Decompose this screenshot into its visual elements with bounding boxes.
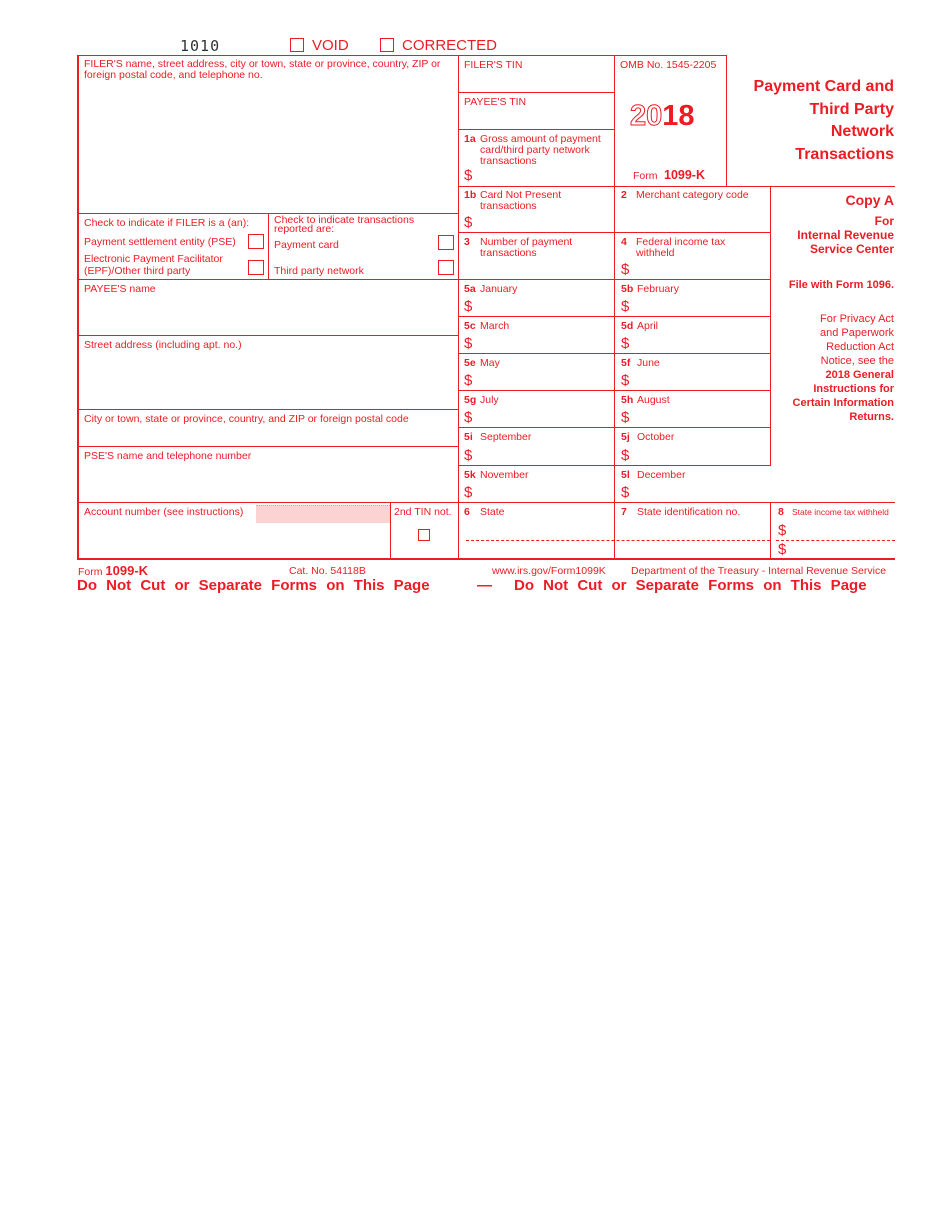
box-5g-dollar: $ [464,409,473,426]
box-5b-label: February [637,283,680,295]
box-5k-num: 5k [464,469,476,481]
privacy-line-4: Notice, see the [820,355,894,367]
check-trans-label-1: Check to indicate transactions [274,214,415,226]
box-8-dollar-1: $ [778,522,787,539]
third-party-checkbox[interactable] [438,260,454,275]
box-5f-num: 5f [621,357,631,369]
v-sep-268 [268,213,269,279]
footer-form [78,563,148,578]
box-5b-num: 5b [621,283,634,295]
h-filer-tin [458,92,615,93]
box-5f-label: June [637,357,660,369]
footer-form-word: Form [78,566,103,578]
box-5g-label: July [480,394,499,406]
border-left [77,55,79,559]
v-sep-390 [390,502,391,559]
box-5a-dollar: $ [464,298,473,315]
box-5d-label: April [637,320,659,332]
box-5e-label: May [480,357,500,369]
box-5f-dollar: $ [621,372,630,389]
box-8-dollar-2: $ [778,541,787,558]
city-label: City or town, state or province, country, and ZIP or foreign postal code [84,413,409,425]
irs-url: www.irs.gov/Form1099K [492,565,606,577]
box-6-num: 6 [464,506,470,518]
box-5b-dollar: $ [621,298,630,315]
box-5h-label: August [637,394,670,406]
cat-no: Cat. No. 54118B [289,565,366,577]
h-5ij [458,465,771,466]
box-5j-num: 5j [621,431,630,443]
privacy-line-3: Reduction Act [826,341,894,353]
box-1a-dollar: $ [464,167,473,184]
epf-label-1: Electronic Payment Facilitator [84,253,223,265]
box-3-line-2: transactions [480,247,537,259]
box-4-line-2: withheld [636,247,675,259]
account-number-label: Account number (see instructions) [84,506,244,518]
title-line-2: Third Party [809,100,894,118]
privacy-line-1: For Privacy Act [820,313,894,325]
box-5j-dollar: $ [621,447,630,464]
omb-form-name: 1099-K [664,168,705,182]
box-5k-dollar: $ [464,484,473,501]
box-3-num: 3 [464,236,470,248]
box-6-label: State [480,506,505,518]
box-5d-num: 5d [621,320,634,332]
pse-checkbox[interactable] [248,234,264,249]
tax-year [630,101,695,131]
box-5e-num: 5e [464,357,476,369]
box-5h-num: 5h [621,394,634,406]
h-5cd [458,353,771,354]
void-label: VOID [312,37,349,54]
year-prefix: 20 [630,100,663,132]
h-5ef [458,390,771,391]
privacy-notice [793,312,894,424]
privacy-line-7: Certain Information [792,397,894,409]
check-filer-label: Check to indicate if FILER is a (an): [84,217,250,229]
box-5d-dollar: $ [621,335,630,352]
border-top [77,55,727,56]
h-payee-name [77,335,459,336]
v-sep-726 [726,55,727,186]
h-city [77,446,459,447]
box-1b-dollar: $ [464,214,473,231]
h-3 [458,279,771,280]
title-line-4: Transactions [795,145,894,163]
box-4-num: 4 [621,236,627,248]
corrected-label: CORRECTED [402,37,498,54]
box-1b-line-1: Card Not Present [480,189,562,201]
box-5l-dollar: $ [621,484,630,501]
box-5l-num: 5l [621,469,630,481]
box-5i-num: 5i [464,431,473,443]
do-not-cut-left: Do Not Cut or Separate Forms on This Page [77,577,430,594]
dash-8 [776,540,895,541]
border-bottom [77,558,895,560]
filer-name-label: FILER'S name, street address, city or town, state or province, country, ZIP or foreign postal code, and telephone no. [84,58,441,81]
box-5l-label: December [637,469,686,481]
account-number-field[interactable] [256,505,390,523]
h-5gh [458,427,771,428]
h-payee-tin [458,129,615,130]
box-5c-num: 5c [464,320,476,332]
box-8-label: State income tax withheld [792,507,889,517]
h-1a [458,186,895,187]
title-line-1: Payment Card and [753,78,894,95]
v-sep-614 [614,55,615,559]
pse-label: Payment settlement entity (PSE) [84,236,236,248]
department: Department of the Treasury - Internal Revenue Service [631,565,887,577]
third-party-label: Third party network [274,265,364,277]
box-1a-line-2: card/third party network [480,144,590,156]
pse-name-label: PSE'S name and telephone number [84,450,252,462]
box-5a-num: 5a [464,283,476,295]
file-with: File with Form 1096. [788,279,894,291]
copy-for: For [874,214,894,228]
box-4-dollar: $ [621,261,630,278]
box-5h-dollar: $ [621,409,630,426]
omb-form-word: Form [633,170,658,182]
box-5c-dollar: $ [464,335,473,352]
street-address-label: Street address (including apt. no.) [84,339,242,351]
box-4-line-1: Federal income tax [636,236,726,248]
title-line-3: Network [830,123,894,140]
h-pse [77,502,459,503]
copy-irs-2: Service Center [809,242,894,256]
form-code: 1010 [180,37,221,55]
second-tin-label: 2nd TIN not. [394,506,452,518]
box-7-label: State identification no. [637,506,741,518]
box-8-num: 8 [778,506,784,518]
box-5g-num: 5g [464,394,477,406]
payment-card-checkbox[interactable] [438,235,454,250]
box-1a-line-3: transactions [480,155,537,167]
corrected-checkbox[interactable] [380,38,394,52]
v-sep-770b [770,279,771,465]
filer-tin-label: FILER'S TIN [464,59,523,71]
check-trans-label-2: reported are: [274,223,335,235]
h-street [77,409,459,410]
box-2-label: Merchant category code [636,189,749,201]
h-1b [458,232,771,233]
box-1b-num: 1b [464,189,477,201]
footer-form-name: 1099-K [105,563,149,578]
do-not-cut-right: Do Not Cut or Separate Forms on This Page [514,577,867,594]
omb-number: OMB No. 1545-2205 [620,59,717,71]
void-checkbox[interactable] [290,38,304,52]
payee-tin-label: PAYEE'S TIN [464,96,527,108]
box-5i-label: September [480,431,532,443]
copy-a: Copy A [845,192,894,208]
second-tin-checkbox[interactable] [418,529,430,541]
h-5ab [458,316,771,317]
h-5kl [458,502,895,503]
privacy-line-5: 2018 General [825,369,894,381]
box-5j-label: October [637,431,675,443]
box-2-num: 2 [621,189,627,201]
copy-irs-1: Internal Revenue [797,228,894,242]
box-7-num: 7 [621,506,627,518]
v-sep-770c [770,502,771,559]
box-5e-dollar: $ [464,372,473,389]
privacy-line-2: and Paperwork [820,327,894,339]
epf-label-2: (EPF)/Other third party [84,265,191,277]
dash-6-7 [466,540,770,541]
box-3-line-1: Number of payment [480,236,573,248]
box-5c-label: March [480,320,510,332]
payee-name-label: PAYEE'S name [84,283,156,295]
v-sep-458 [458,55,459,559]
box-5a-label: January [480,283,518,295]
form-title [754,76,894,166]
box-1a-num: 1a [464,133,476,145]
box-5k-label: November [480,469,529,481]
h-check-bottom [77,279,459,280]
footer-dash: — [477,577,492,594]
year-suffix: 18 [662,100,695,132]
box-5i-dollar: $ [464,447,473,464]
box-1b-line-2: transactions [480,200,537,212]
privacy-line-8: Returns. [849,411,894,423]
epf-checkbox[interactable] [248,260,264,275]
payment-card-label: Payment card [274,239,339,251]
privacy-line-6: Instructions for [813,383,894,395]
box-1a-line-1: Gross amount of payment [480,133,601,145]
